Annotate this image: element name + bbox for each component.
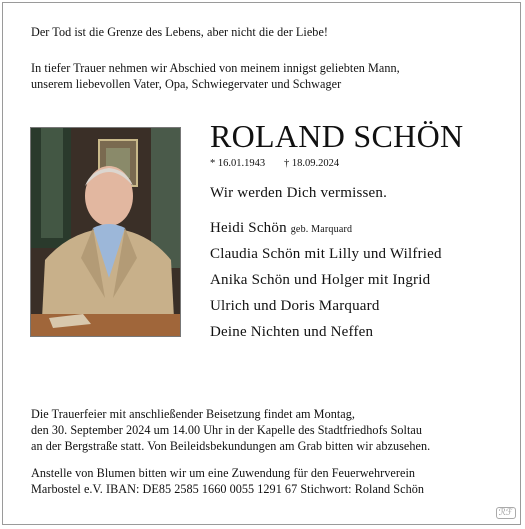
maiden-name: geb. Marquard <box>290 224 353 235</box>
funeral-line-3: an der Bergstraße statt. Von Beileidsbekundungen am Grab bitten wir abzusehen. <box>31 439 431 453</box>
mourner-line-1 <box>210 220 352 237</box>
mourner-line-2: Claudia Schön mit Lilly und Wilfried <box>210 246 442 262</box>
motto: Der Tod ist die Grenze des Lebens, aber nicht die der Liebe! <box>31 25 329 39</box>
intro-line-2: unserem liebevollen Vater, Opa, Schwiegervater und Schwager <box>31 77 342 91</box>
death-date: † 18.09.2024 <box>284 158 340 169</box>
intro-line-1: In tiefer Trauer nehmen wir Abschied von meinem innigst geliebten Mann, <box>31 61 400 75</box>
deceased-name: ROLAND SCHÖN <box>210 118 464 154</box>
publisher-logo: ℛℱ <box>496 507 516 519</box>
funeral-line-2: den 30. September 2024 um 14.00 Uhr in der Kapelle des Stadtfriedhofs Soltau <box>31 423 423 437</box>
mourner-line-4: Ulrich und Doris Marquard <box>210 298 380 314</box>
donation-line-2: Marbostel e.V. IBAN: DE85 2585 1660 0055 1291 67 Stichwort: Roland Schön <box>31 482 425 496</box>
mourner-name: Heidi Schön <box>210 220 287 236</box>
message: Wir werden Dich vermissen. <box>210 185 388 201</box>
portrait-photo <box>30 127 181 337</box>
mourner-line-3: Anika Schön und Holger mit Ingrid <box>210 272 431 288</box>
donation-line-1: Anstelle von Blumen bitten wir um eine Zuwendung für den Feuerwehrverein <box>31 466 416 480</box>
mourner-line-5: Deine Nichten und Neffen <box>210 324 374 340</box>
portrait-image <box>31 128 181 337</box>
birth-date: * 16.01.1943 <box>210 158 266 169</box>
funeral-line-1: Die Trauerfeier mit anschließender Beisetzung findet am Montag, <box>31 407 355 421</box>
